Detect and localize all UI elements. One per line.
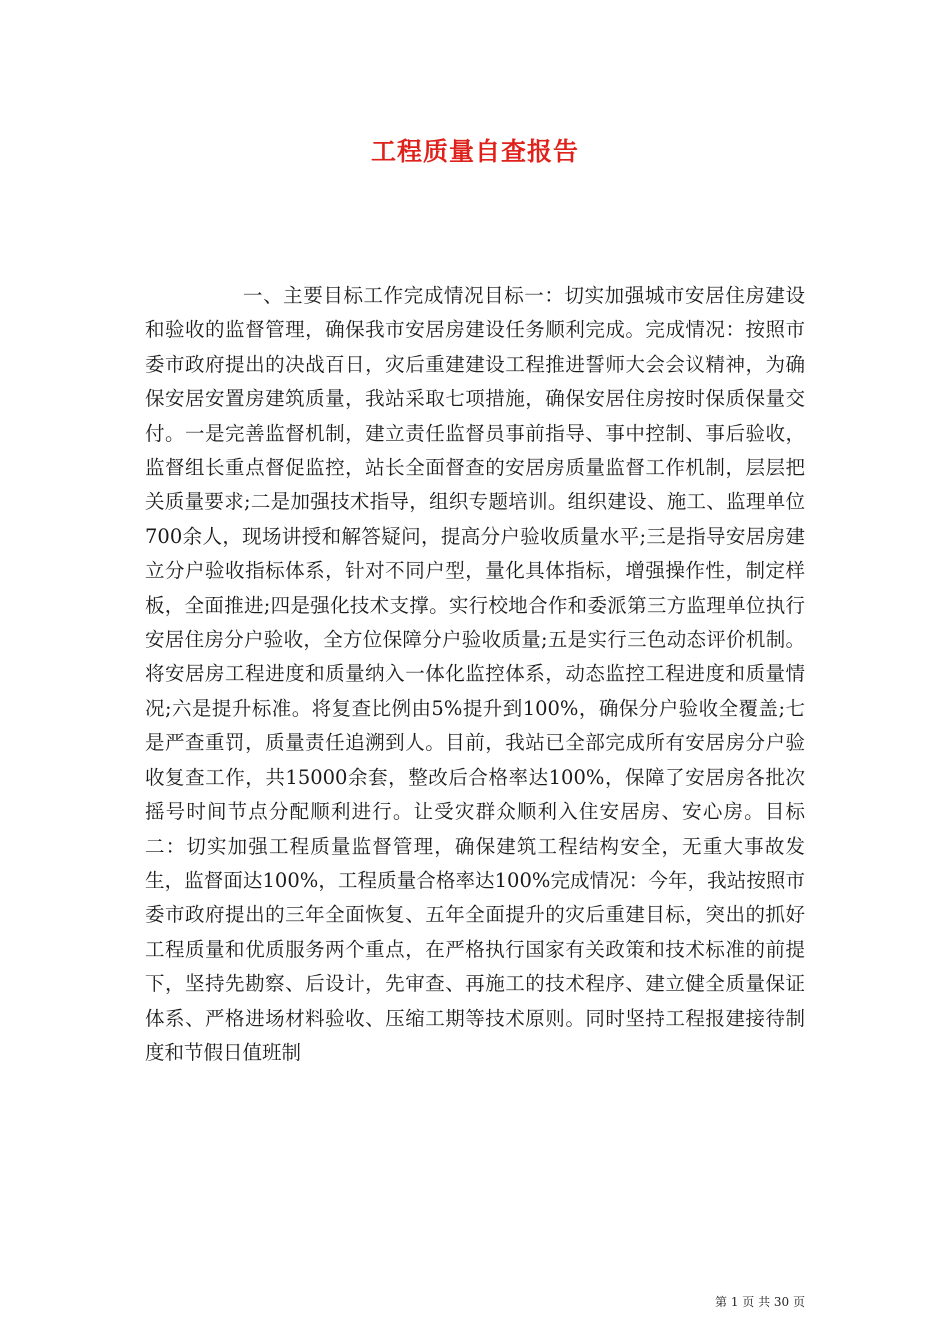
document-title: 工程质量自查报告 (370, 137, 579, 166)
page-number: 第 1 页 共 30 页 (715, 1295, 805, 1309)
document-body: 一、主要目标工作完成情况目标一：切实加强城市安居住房建设和验收的监督管理，确保我市安居房建设任务顺利完成。完成情况：按照市委市政府提出的决战百日，灾后重建建设工程推进誓师大会会议精神，为确保安居安置房建筑质量，我站采取七项措施，确保安居住房按时保质保量交付。一是完善监督机制，建立责任监督员事前指导、事中控制、事后验收，监督组长重点督促监控，站长全面督查的安居房质量监督工作机制，层层把关质量要求;二是加强技术指导，组织专题培训。组织建设、施工、监理单位700余人，现场讲授和解答疑问，提高分户验收质量水平;三是指导安居房建立分户验收指标体系，针对不同户型，量化具体指标，增强操作性，制定样板，全面推进;四是强化技术支撑。实行校地合作和委派第三方监理单位执行安居住房分户验收，全方位保障分户验收质量;五是实行三色动态评价机制。将安居房工程进度和质量纳入一体化监控体系，动态监控工程进度和质量情况;六是提升标准。将复查比例由5%提升到100%，确保分户验收全覆盖;七是严查重罚，质量责任追溯到人。目前，我站已全部完成所有安居房分户验收复查工作，共15000余套，整改后合格率达100%，保障了安居房各批次摇号时间节点分配顺利进行。让受灾群众顺利入住安居房、安心房。目标二：切实加强工程质量监督管理，确保建筑工程结构安全，无重大事故发生，监督面达100%，工程质量合格率达100%完成情况：今年，我站按照市委市政府提出的三年全面恢复、五年全面提升的灾后重建目标，突出的抓好工程质量和优质服务两个重点，在严格执行国家有关政策和技术标准的前提下，坚持先勘察、后设计，先审查、再施工的技术程序、建立健全质量保证体系、严格进场材料验收、压缩工期等技术原则。同时坚持工程报建接待制度和节假日值班制 (145, 284, 805, 1064)
